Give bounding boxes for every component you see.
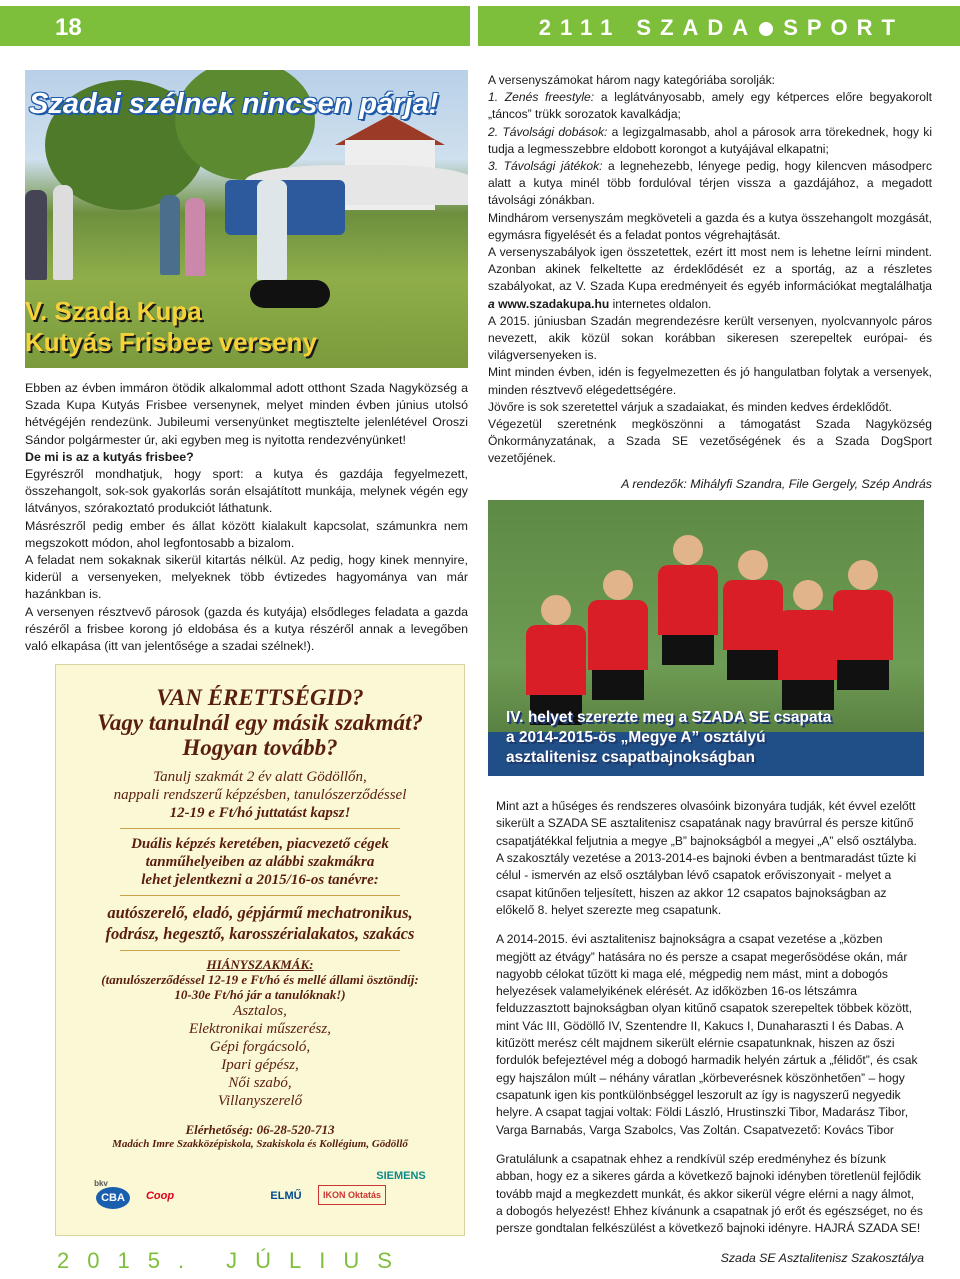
ad-trade: Elektronikai műszerész, [189,1021,331,1037]
paragraph: Végezetül szeretnénk megköszönni a támogatást Szada Nagyközség Önkormányzatának, a Szada SE vezetőségének és a Szada DogSport vezetőjének. [488,417,932,466]
ad-text: 12-19 e Ft/hó juttatást kapsz! [169,805,351,821]
ad-divider [120,828,400,829]
paragraph [488,89,932,123]
category-label: 3. Távolsági játékok: [488,159,603,174]
cba-logo: CBA [96,1187,130,1209]
ad-jobs: fodrász, hegesztő, karosszérialakatos, szakács [105,924,415,943]
ad-text: tanműhelyeiben az alábbi szakmákra [145,854,375,870]
ad-shortage-title: HIÁNYSZAKMÁK: [206,957,314,972]
category-text: a legizgalmasabb, ahol a párosok arra törekednek, hogy ki tudja a legmesszebbre eldobott korongot a kutyájával elkapatni; [488,124,933,156]
photo-person [185,198,205,276]
ad-jobs: autószerelő, eladó, gépjármű mechatronikus, [107,903,413,922]
dog-article-title: Szadai szélnek nincsen párja! [29,88,439,120]
bullet-dot-icon [759,22,773,36]
paragraph: A versenyen résztvevő párosok (gazda és kutyája) elsődleges feladata a gazda részéről a frisbee korong jó eldobása és a kutya részéről annak a levegőben való elkapása (itt van jelentősége a szadai szélnek!). [25,604,468,654]
photo-player [833,560,893,730]
paragraph: Mindhárom versenyszám megköveteli a gazda és a kutya összehangolt mozgását, egymásra figyelését és a feladat pontos végrehajtását. [488,210,932,242]
dog-article-subtitle [25,296,317,358]
paragraph [488,158,932,210]
dog-article-continued [488,72,932,493]
rules-text-end: internetes oldalon. [609,296,712,311]
section-title [539,15,904,41]
dog-article-body [25,380,468,655]
paragraph: Ebben az évben immáron ötödik alkalommal adott otthont Szada Nagyközség a Szada Kupa Kutyás Frisbee versenynek, melyet minden évben június utolsó hétvégéjén rendezünk. Jubileumi versenyünket megtisztelte jelenlétével Oroszi Sándor polgármester úr, aki egyben meg is nyitotta rendezvényünket! [25,381,468,447]
ad-headline: Hogyan tovább? [182,735,338,760]
ad-school: Madách Imre Szakközépiskola, Szakiskola és Kollégium, Gödöllő [112,1138,408,1150]
photo-tree [175,70,315,180]
title-line-3: asztalitenisz csapatbajnokságban [506,749,755,766]
photo-person [160,195,180,275]
ad-trade: Női szabó, [228,1075,292,1091]
category-text: a legnehezebb, lényege pedig, hogy kilencven másodperc alatt a kutya minél több fordulóval térjen vissza a gazdájához, a megadott távolsági zónákban. [488,159,933,208]
ad-text: nappali rendszerű képzésben, tanulószerződéssel [113,787,407,803]
rules-text: A versenyszabályok igen összetettek, ezért itt most nem is lehetne leírni mindent. Azonban akinek felkeltette az érdeklődését ez a sportág, az a részletes szabályokat, az V. Szada Kupa eredményeit és egyéb információkat megtalálhatja [488,245,932,294]
paragraph: A feladat nem sokaknak sikerül kitartás nélkül. Az pedig, hogy kinek mennyire, kiderül a versenyeken, melyeknek több évtizedes hagyománya van már hazánkban is. [25,553,468,602]
category-text: a leglátványosabb, amely egy kétperces előre begyakorolt „táncos” trükk sorozatok kavalkádja; [488,90,933,122]
subheading: De mi is az a kutyás frisbee? [25,449,194,464]
elmu-logo: ELMŰ [270,1190,302,1202]
ad-text: Tanulj szakmát 2 év alatt Gödöllőn, [153,769,367,785]
photo-player [658,535,718,705]
photo-person [53,185,73,280]
page-header [0,0,960,50]
school-advertisement [55,664,465,1236]
category-label: 2. Távolsági dobások: [488,124,608,139]
ad-text: Duális képzés keretében, piacvezető cégek [131,836,389,852]
paragraph: Mint azt a hűséges és rendszeres olvasóink bizonyára tudják, két évvel ezelőtt sikerült a SZADA SE asztalitenisz csapatának nagy bravúrral és persze kitűnő csapatjátékkal feljutnia a megye „B” bajnokságból a megyei „A” első osztályba. A szakosztály vezetése a 2013-2014-es bajnoki évben a bentmaradást tűzte ki célul - ismervén az első osztályban lévő csapatok erőviszonyait - melyet a csapat kitűnően teljesített, hiszen az akkor 12 csapatos bajnokságban az előkelő 8. helyet szerezte meg csapatunk. [496,799,917,917]
bkv-logo: bkv [94,1179,108,1188]
title-line-2: a 2014-2015-ös „Megye A” osztályú [506,729,766,746]
section-left: 2111 SZADA [538,15,758,40]
paragraph: Jövőre is sok szeretettel várjuk a szadaiakat, és minden kedves érdeklődőt. [488,399,893,414]
photo-person [25,190,47,280]
paragraph [488,244,932,313]
paragraph: Másrészről pedig ember és állat között kialakult kapcsolat, számunkra nem megszokott módon, ahol legfontosabb a bizalom. [25,518,468,550]
photo-player [723,550,783,720]
header-right-band [478,6,960,46]
ad-divider [120,895,400,896]
dog-article-signature: A rendezők: Mihályfi Szandra, File Gergely, Szép András [621,476,932,491]
table-tennis-signature: Szada SE Asztalitenisz Szakosztálya [720,1250,924,1265]
team-photo-title [506,708,831,768]
subtitle-line-2: Kutyás Frisbee verseny [25,327,317,357]
website-link[interactable]: www.szadakupa.hu [498,296,610,311]
paragraph: Egyrészről mondhatjuk, hogy sport: a kutya és gazdája fegyelmezett, összehangolt, sok-sok gyakorlás során elsajátított munkája, melynek végén egy látványos, szórakoztató produkciót láthatunk. [25,467,468,516]
coop-logo: Coop [145,1190,175,1202]
ad-divider [120,950,400,951]
ad-headline: Vagy tanulnál egy másik szakmát? [97,710,423,735]
ad-text: lehet jelentkezni a 2015/16-os tanévre: [141,872,379,888]
dog-frisbee-photo [25,70,468,368]
ad-headline: VAN ÉRETTSÉGID? [156,685,364,710]
ad-text: 10-30e Ft/hó jár a tanulóknak!) [174,987,346,1002]
rules-a: a [488,296,495,311]
subtitle-line-1: V. Szada Kupa [25,296,202,326]
ad-trade: Ipari gépész, [221,1057,299,1073]
paragraph: A 2014-2015. évi asztalitenisz bajnokságra a csapat vezetése a „közben megjött az étvágy” hatására no és persze a csapat megerősödése okán, már nagyobb célokat tűzött ki maga elé, mégpedig nem mást, mint a dobogós helyezések valamelyikének elérését. Az időközben 16-os létszámra felduzzasztott bajnokságban olyan kitűnő csapatok szerepeltek többek között, mint Vác III, Gödöllő IV, Szentendre II, Kakucs I, Dunaharaszti I és Dabas. A kitűzött merész célt majdnem sikerült elérnie csapatunknak, hiszen az őszi fordulók befejeztével még a dobogó harmadik helyén zártuk a „félidőt”, és csak egy hajszálon múlt – néhány váratlan „körbeverésnek köszönhetően” – hogy csapatunk igen kis pontkülönbséggel leszorult az így is nagyszerű negyedik helyre. A csapat tagjai voltak: Földi László, Hrustinszki Tibor, Madarász Tibor, Varga Barnabás, Varga Szabolcs, Vas Zoltán. Csapatvezető: Kovács Tibor [496,932,918,1137]
ikon-logo: IKON Oktatás [318,1185,386,1205]
section-right: SPORT [783,15,904,40]
paragraph: A versenyszámokat három nagy kategóriába sorolják: [488,73,776,87]
ad-trade: Villanyszerelő [217,1093,303,1109]
issue-date: 2015. JÚLIUS [57,1248,410,1273]
paragraph: Mint minden évben, idén is fegyelmezetten és jó hangulatban folytak a versenyek, minden résztvevő elégedettségére. [488,365,932,397]
ad-trade: Asztalos, [233,1003,287,1019]
ad-contact: Elérhetőség: 06-28-520-713 [185,1122,335,1137]
sponsor-logos [86,1170,436,1207]
page-number: 18 [55,14,82,41]
table-tennis-team-photo [488,500,924,776]
table-tennis-article [496,786,924,1279]
paragraph: A 2015. júniusban Szadán megrendezésre került versenyen, nyolcvannyolc páros nevezett, akik közül sokan korábban sikeresen szerepeltek európai- és világversenyeken is. [488,313,932,363]
ad-text: (tanulószerződéssel 12-19 e Ft/hó és mellé állami ösztöndíj: [101,972,419,987]
category-label: 1. Zenés freestyle: [488,90,595,105]
ad-trade: Gépi forgácsoló, [209,1039,311,1055]
header-left-band [0,6,470,46]
siemens-logo: SIEMENS [376,1170,426,1182]
paragraph [488,124,932,158]
paragraph: Gratulálunk a csapatnak ehhez a rendkívül szép eredményhez és bízunk abban, hogy ez a sikeres gárda a következő bajnoki idényben töretlenül fejlődik tovább majd a megkezdett munkát, és akkor sikerül végre elérni a nagy álmot, a dobogós helyezést! Ehhez kívánunk a csapatnak jó erőt és egészséget, no és persze gondtalan felkészülést a következő bajnoki idényre. HAJRÁ SZADA SE! [496,1151,923,1236]
photo-person [257,180,287,280]
title-line-1: IV. helyet szerezte meg a SZADA SE csapata [506,709,832,726]
